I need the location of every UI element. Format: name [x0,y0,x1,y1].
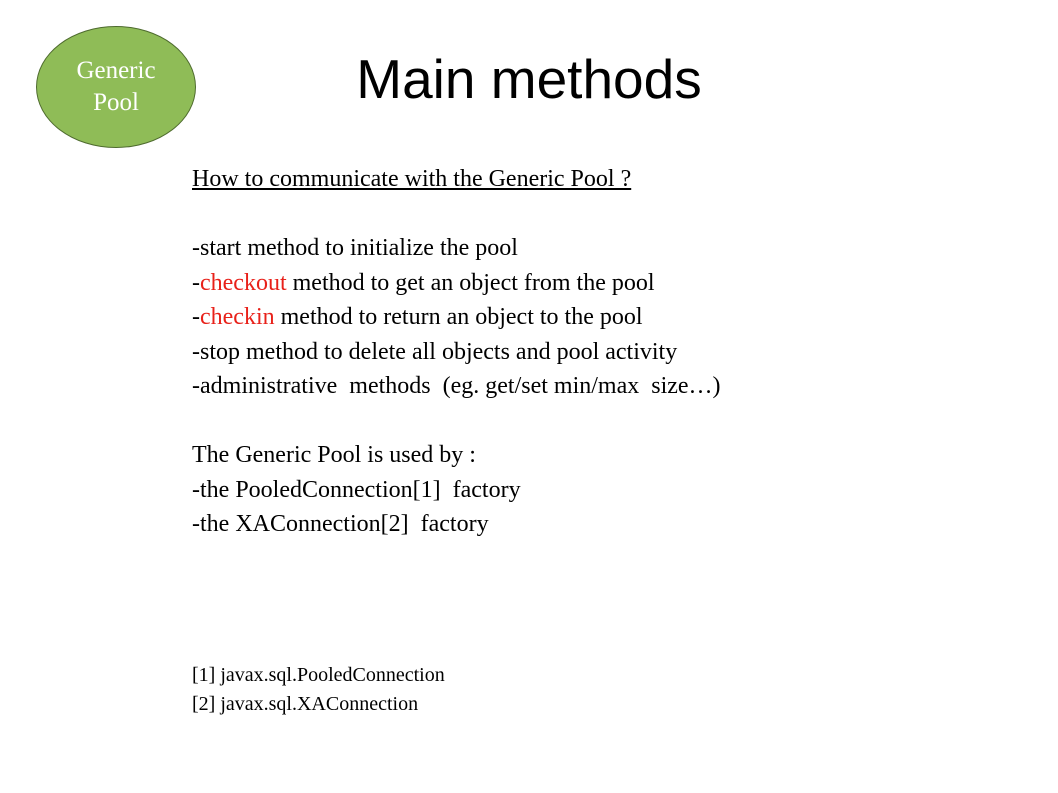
method-item-stop [192,335,721,370]
references [192,661,445,719]
spacer [192,404,721,439]
method-prefix: - [192,338,200,365]
used-by-heading: The Generic Pool is used by : [192,442,476,468]
method-text: administrative methods (eg. get/set min/max size…) [200,373,721,399]
method-keyword-checkout: checkout [200,269,287,296]
method-item-start [192,231,721,266]
method-text: start method to initialize the pool [200,235,518,261]
method-item-checkout [192,266,721,301]
reference-2: [2] javax.sql.XAConnection [192,693,419,715]
badge-line-2: Pool [93,89,139,116]
method-text: stop method to delete all objects and pool activity [200,338,678,365]
method-keyword-checkin: checkin [200,304,275,330]
method-text: method to return an object to the pool [274,304,643,330]
method-item-checkin [192,300,721,335]
used-by-item-xa-connection: -the XAConnection[2] factory [192,511,489,537]
badge-line-1: Generic [76,57,156,84]
reference-1: [1] javax.sql.PooledConnection [192,664,445,686]
method-prefix: - [192,269,200,296]
method-prefix: - [192,304,200,330]
method-text: method to get an object from the pool [286,269,655,296]
spacer [192,197,721,232]
slide-title: Main methods [356,48,702,110]
used-by-item-pooled-connection: -the PooledConnection[1] factory [192,476,521,503]
question-heading: How to communicate with the Generic Pool ? [192,166,632,192]
slide-body [192,162,721,542]
method-item-administrative [192,369,721,404]
method-prefix: - [192,373,200,399]
method-prefix: - [192,235,200,261]
